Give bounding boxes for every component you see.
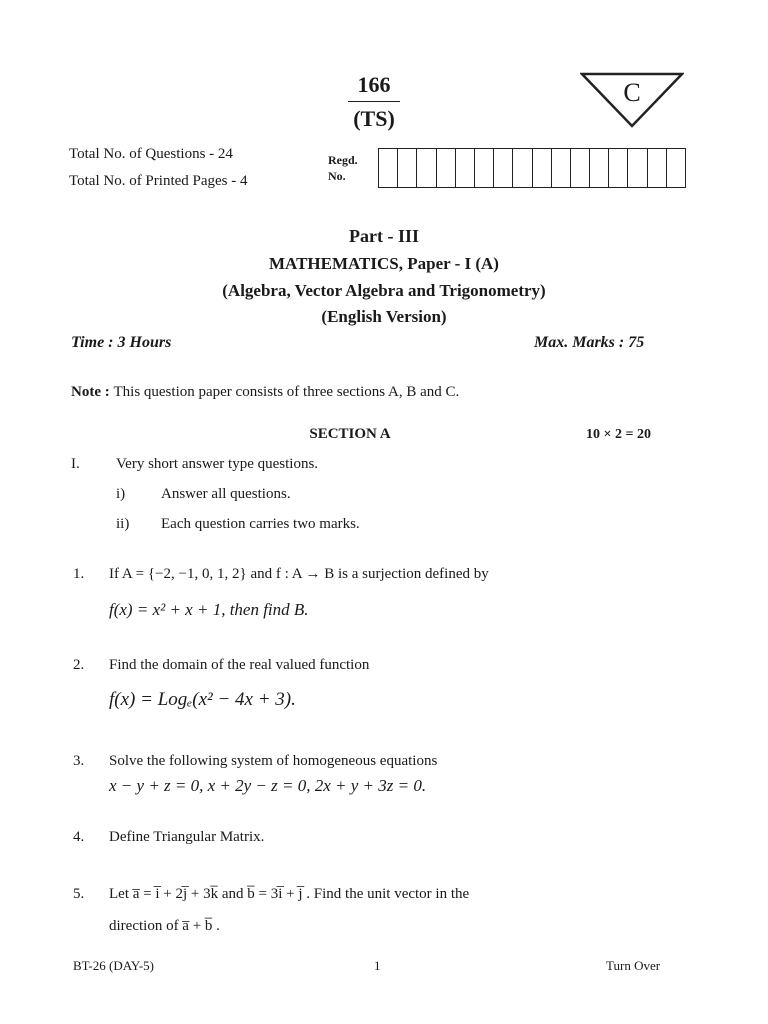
question-number: 3.	[73, 753, 85, 769]
regd-label-line1: Regd.	[328, 153, 358, 167]
section-title: SECTION A	[309, 426, 391, 442]
question-equation: x − y + z = 0, x + 2y − z = 0, 2x + y + 3z = 0.	[109, 776, 427, 795]
total-pages: Total No. of Printed Pages - 4	[69, 173, 248, 189]
section-roman: I.	[71, 456, 80, 472]
regd-digit-box[interactable]	[609, 149, 628, 187]
topics-title: (Algebra, Vector Algebra and Trigonometry)	[222, 281, 546, 300]
question-text: If A = {−2, −1, 0, 1, 2} and f : A → B is a surjection defined by	[109, 566, 489, 582]
regd-digit-box[interactable]	[513, 149, 532, 187]
sub-instruction-num: ii)	[116, 516, 130, 532]
regd-digit-box[interactable]	[533, 149, 552, 187]
regd-digit-box[interactable]	[648, 149, 667, 187]
regd-digit-box[interactable]	[417, 149, 436, 187]
section-instruction: Very short answer type questions.	[116, 456, 319, 472]
subject-title: MATHEMATICS, Paper - I (A)	[269, 254, 499, 273]
page-number: 1	[374, 958, 381, 973]
turn-over: Turn Over	[606, 958, 661, 973]
paper-state: (TS)	[353, 106, 395, 131]
regd-digit-box[interactable]	[475, 149, 494, 187]
question-number: 5.	[73, 886, 85, 902]
regd-number-boxes[interactable]	[378, 148, 686, 188]
question-text: Solve the following system of homogeneous equations	[109, 753, 438, 769]
question-number: 2.	[73, 657, 85, 673]
version-title: (English Version)	[321, 307, 447, 326]
question-equation: f(x) = x² + x + 1, then find B.	[109, 600, 309, 619]
regd-digit-box[interactable]	[628, 149, 647, 187]
note-text: This question paper consists of three sections A, B and C.	[113, 384, 460, 400]
regd-label	[328, 152, 358, 184]
part-title: Part - III	[349, 226, 419, 246]
paper-code: 166	[357, 72, 391, 97]
question-number: 4.	[73, 829, 85, 845]
section-marks: 10 × 2 = 20	[586, 427, 651, 442]
regd-digit-box[interactable]	[398, 149, 417, 187]
regd-digit-box[interactable]	[437, 149, 456, 187]
regd-digit-box[interactable]	[552, 149, 571, 187]
max-marks-label: Max. Marks : 75	[534, 334, 645, 351]
regd-digit-box[interactable]	[456, 149, 475, 187]
sub-instruction-text: Answer all questions.	[161, 486, 291, 502]
question-text: Find the domain of the real valued function	[109, 657, 370, 673]
regd-digit-box[interactable]	[494, 149, 513, 187]
code-divider	[348, 101, 400, 102]
footer-code: BT-26 (DAY-5)	[73, 958, 155, 973]
total-questions: Total No. of Questions - 24	[69, 146, 233, 162]
regd-digit-box[interactable]	[379, 149, 398, 187]
regd-label-line2: No.	[328, 169, 346, 183]
question-text: direction of a̅ + b̅ .	[109, 918, 220, 934]
regd-digit-box[interactable]	[571, 149, 590, 187]
question-number: 1.	[73, 566, 85, 582]
set-letter: C	[623, 78, 641, 107]
note	[71, 384, 459, 401]
sub-instruction-num: i)	[116, 486, 126, 502]
note-prefix: Note :	[71, 384, 114, 400]
time-label: Time : 3 Hours	[71, 334, 172, 351]
question-text: Define Triangular Matrix.	[109, 829, 265, 845]
regd-digit-box[interactable]	[667, 149, 685, 187]
sub-instruction-text: Each question carries two marks.	[161, 516, 360, 532]
question-text: Let a̅ = i̅ + 2j̅ + 3k̅ and b̅ = 3i̅ + j̅ . Find the unit vector in the	[109, 886, 470, 902]
question-equation: f(x) = Logₑ(x² − 4x + 3).	[109, 689, 296, 710]
regd-digit-box[interactable]	[590, 149, 609, 187]
